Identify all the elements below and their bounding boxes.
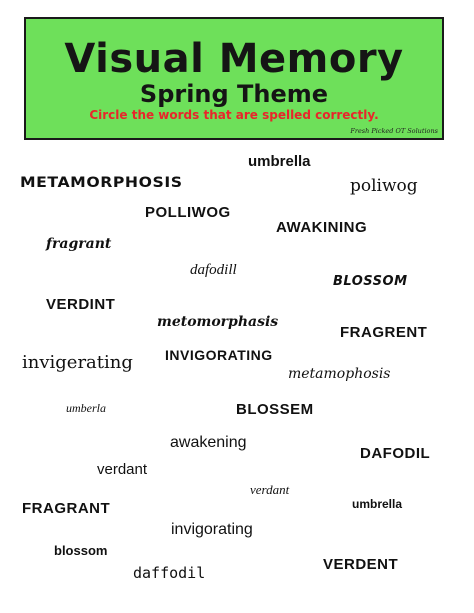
word-invigorating-1: INVIGORATING [165,347,273,363]
word-blossem: BLOSSEM [236,401,314,418]
word-blossom-2: blossom [54,543,108,558]
instruction-text: Circle the words that are spelled correctly. [89,108,379,122]
word-metamorphosis-1: METAMORPHOSIS [20,175,183,191]
credit-signature: Fresh Picked OT Solutions [350,127,438,135]
word-daffodil: daffodil [133,564,206,582]
word-awakening: awakening [170,434,247,451]
page-subtitle: Spring Theme [139,80,329,108]
word-dafodil: DAFODIL [360,445,431,462]
word-verdint: VERDINT [46,296,116,313]
word-fragrant-2: FRAGRANT [22,500,111,517]
word-invigorating-2: invigorating [171,521,253,538]
word-umbrella-2: umbrella [352,497,403,511]
word-verdant-2: verdant [250,482,290,497]
word-metomorphasis: metomorphasis [157,314,279,330]
word-umbrella-1: umbrella [248,153,311,170]
word-invigerating: invigerating [22,352,133,373]
word-verdant-1: verdant [97,461,148,478]
word-metamophosis: metamophosis [288,366,391,382]
header-banner [24,17,444,140]
word-blossom-1: BLOSSOM [333,274,408,289]
page-title: Visual Memory [64,36,404,82]
word-fragrent: FRAGRENT [340,324,428,341]
word-dafodill: dafodill [190,262,237,278]
word-poliwog: poliwog [350,176,418,196]
word-polliwog: POLLIWOG [145,204,231,221]
word-verdent: VERDENT [323,556,399,573]
word-fragrant-1: fragrant [46,236,112,252]
word-awakining: AWAKINING [276,219,368,236]
word-umberla: umberla [66,401,106,415]
